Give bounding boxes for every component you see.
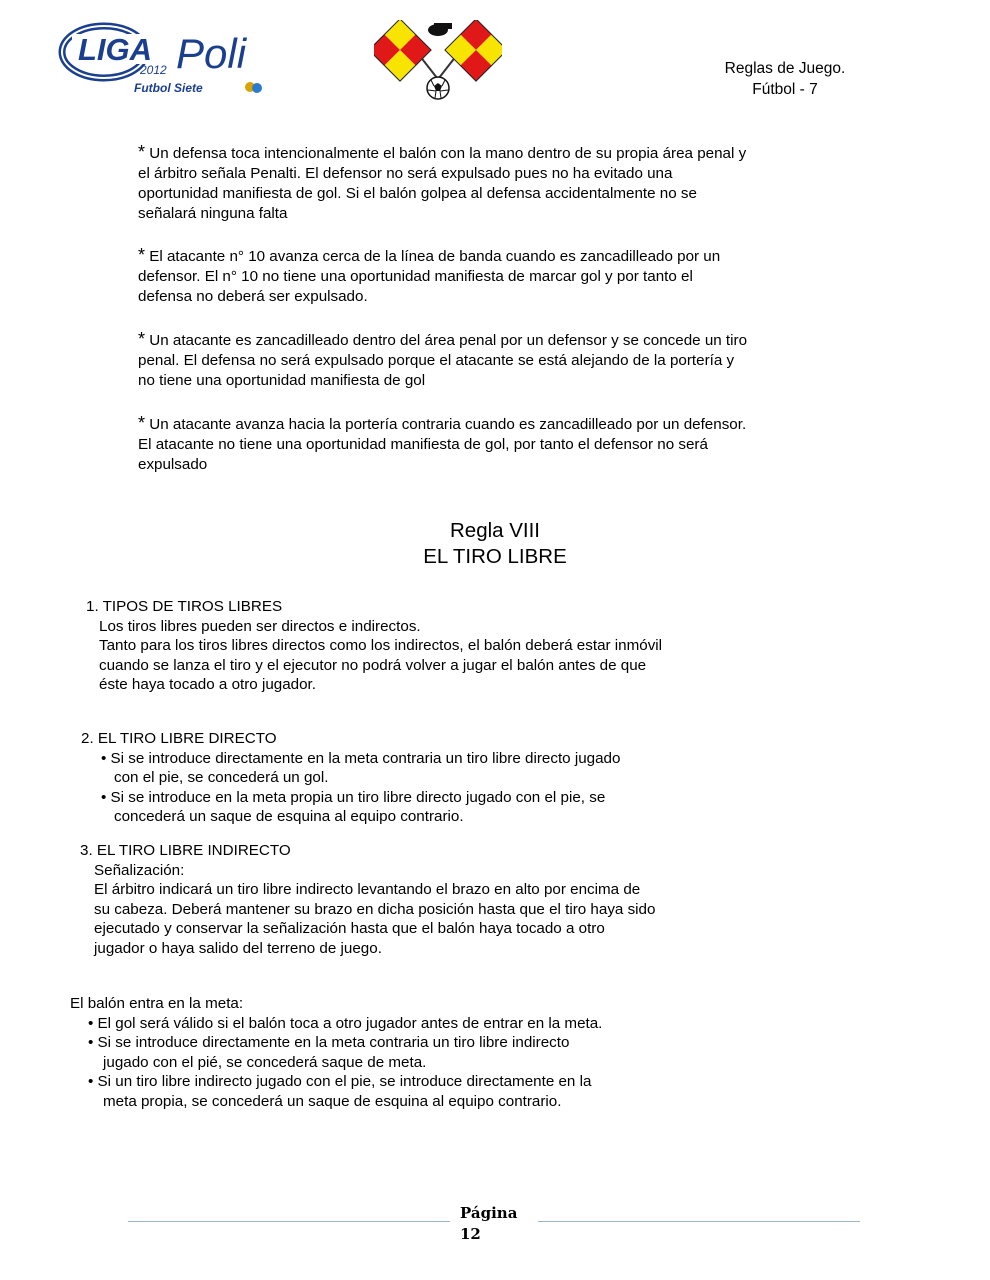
referee-flags-whistle-ball-icon bbox=[374, 20, 502, 102]
paragraph-line: oportunidad manifiesta de gol. Si el balón golpea al defensa accidentalmente no se bbox=[138, 185, 697, 202]
section-tiro-libre-indirecto bbox=[80, 841, 655, 959]
paragraph-line: El atacante no tiene una oportunidad manifiesta de gol, por tanto el defensor no será bbox=[138, 436, 708, 453]
paragraph-line: Un defensa toca intencionalmente el balón con la mano dentro de su propia área penal y bbox=[149, 145, 747, 162]
section-bullet-line: • Si se introduce en la meta propia un tiro libre directo jugado con el pie, se bbox=[101, 788, 606, 806]
example-paragraph-2 bbox=[138, 245, 828, 307]
paragraph-line: El atacante n° 10 avanza cerca de la línea de banda cuando es zancadilleado por un bbox=[149, 248, 721, 265]
section-line: cuando se lanza el tiro y el ejecutor no podrá volver a jugar el balón antes de que bbox=[99, 656, 647, 674]
section-line: Los tiros libres pueden ser directos e indirectos. bbox=[99, 617, 421, 635]
bullet-star: * bbox=[138, 142, 146, 162]
section-line: con el pie, se concederá un gol. bbox=[114, 769, 329, 787]
rule-number: Regla VIII bbox=[449, 519, 541, 542]
paragraph-line: defensor. El n° 10 no tiene una oportunidad manifiesta de marcar gol y por tanto el bbox=[138, 268, 693, 285]
section-line: concederá un saque de esquina al equipo contrario. bbox=[114, 808, 464, 826]
paragraph-line: el árbitro señala Penalti. El defensor no será expulsado pues no ha evitado una bbox=[138, 165, 673, 182]
document-header bbox=[700, 58, 870, 100]
page-number bbox=[460, 1203, 517, 1245]
example-paragraph-1 bbox=[138, 142, 828, 224]
example-paragraph-4 bbox=[138, 413, 828, 475]
section-heading: 1. TIPOS DE TIROS LIBRES bbox=[86, 598, 283, 615]
section-heading: El balón entra en la meta: bbox=[70, 995, 244, 1012]
footer-rule-right bbox=[538, 1221, 860, 1222]
header-subtitle: Fútbol - 7 bbox=[752, 81, 818, 98]
example-paragraph-3 bbox=[138, 329, 828, 391]
bullet-star: * bbox=[138, 245, 146, 265]
bullet-star: * bbox=[138, 413, 146, 433]
section-line: meta propia, se concederá un saque de esquina al equipo contrario. bbox=[103, 1092, 562, 1110]
logo-poli-text: Poli bbox=[176, 30, 247, 77]
section-balon-entra-meta bbox=[70, 994, 602, 1112]
section-line: jugador o haya salido del terreno de juego. bbox=[94, 939, 382, 957]
paragraph-line: señalará ninguna falta bbox=[138, 205, 288, 222]
section-line: jugado con el pié, se concederá saque de meta. bbox=[103, 1053, 427, 1071]
logo-year-text: 2012 bbox=[140, 63, 167, 77]
paragraph-line: Un atacante avanza hacia la portería contraria cuando es zancadilleado por un defensor. bbox=[149, 416, 747, 433]
paragraph-line: expulsado bbox=[138, 456, 208, 473]
section-tiro-libre-directo bbox=[81, 729, 620, 827]
logo-liga-text: LIGA bbox=[78, 32, 153, 67]
paragraph-line: defensa no deberá ser expulsado. bbox=[138, 288, 368, 305]
section-heading: 3. EL TIRO LIBRE INDIRECTO bbox=[80, 842, 291, 859]
section-line: El árbitro indicará un tiro libre indirecto levantando el brazo en alto por encima de bbox=[94, 881, 641, 899]
section-bullet-line: • Si se introduce directamente en la meta contraria un tiro libre indirecto bbox=[88, 1034, 570, 1052]
section-heading: 2. EL TIRO LIBRE DIRECTO bbox=[81, 730, 277, 747]
liga-poli-logo bbox=[58, 12, 280, 98]
section-tipos-tiros-libres bbox=[86, 597, 662, 695]
paragraph-line: no tiene una oportunidad manifiesta de gol bbox=[138, 372, 426, 389]
page-label: Página bbox=[460, 1204, 518, 1222]
rule-title: EL TIRO LIBRE bbox=[423, 545, 567, 568]
paragraph-line: penal. El defensa no será expulsado porque el atacante se está alejando de la portería y bbox=[138, 352, 735, 369]
section-line: su cabeza. Deberá mantener su brazo en dicha posición hasta que el tiro haya sido bbox=[94, 900, 656, 918]
section-bullet-line: • Si un tiro libre indirecto jugado con el pie, se introduce directamente en la bbox=[88, 1073, 592, 1091]
section-line: Tanto para los tiros libres directos como los indirectos, el balón deberá estar inmóvil bbox=[99, 637, 663, 655]
paragraph-line: Un atacante es zancadilleado dentro del área penal por un defensor y se concede un tiro bbox=[149, 332, 748, 349]
page-number-value: 12 bbox=[460, 1225, 481, 1243]
section-bullet-line: • El gol será válido si el balón toca a otro jugador antes de entrar en la meta. bbox=[88, 1014, 603, 1032]
rule-heading bbox=[0, 518, 990, 570]
section-bullet-line: • Si se introduce directamente en la meta contraria un tiro libre directo jugado bbox=[101, 749, 621, 767]
section-line: éste haya tocado a otro jugador. bbox=[99, 676, 316, 694]
footer-rule-left bbox=[128, 1221, 450, 1222]
header-title: Reglas de Juego. bbox=[724, 60, 846, 77]
section-subheading: Señalización: bbox=[94, 861, 185, 879]
logo-tagline-text: Futbol Siete bbox=[134, 81, 203, 95]
bullet-star: * bbox=[138, 329, 146, 349]
section-line: ejecutado y conservar la señalización hasta que el balón haya tocado a otro bbox=[94, 920, 605, 938]
